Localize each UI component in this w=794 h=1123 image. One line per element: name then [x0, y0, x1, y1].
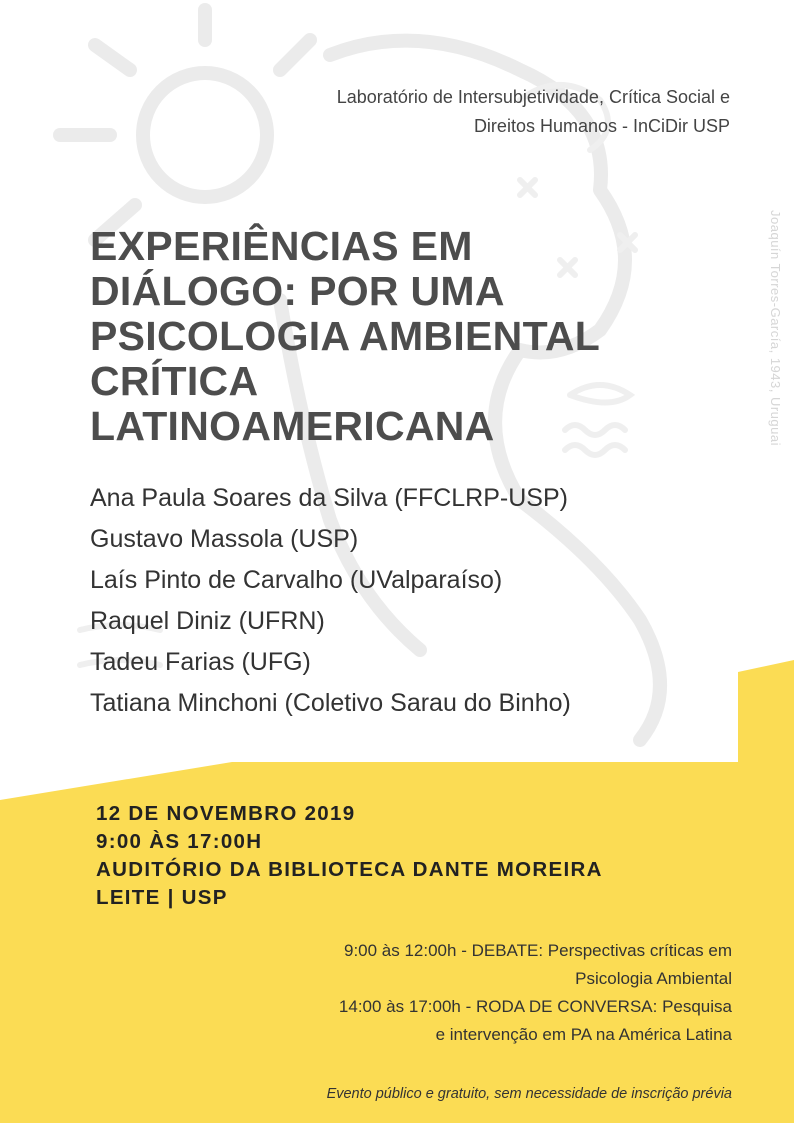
- title-line: EXPERIÊNCIAS EM: [90, 223, 473, 269]
- image-credit: Joaquín Torres-García, 1943, Uruguai: [768, 210, 783, 446]
- free-event-note: Evento público e gratuito, sem necessidade de inscrição prévia: [326, 1086, 732, 1102]
- event-details: [96, 800, 716, 912]
- program-line: 14:00 às 17:00h - RODA DE CONVERSA: Pesquisa: [338, 997, 732, 1016]
- title-line: PSICOLOGIA AMBIENTAL: [90, 313, 601, 359]
- program-line: e intervenção em PA na América Latina: [435, 1025, 732, 1044]
- program-schedule: [192, 937, 732, 1049]
- speaker-item: Laís Pinto de Carvalho (UValparaíso): [90, 566, 503, 594]
- speaker-list: [90, 478, 730, 724]
- program-line: 9:00 às 12:00h - DEBATE: Perspectivas críticas em: [343, 941, 732, 960]
- organizer-line: Direitos Humanos - InCiDir USP: [473, 116, 730, 136]
- organizer-line: Laboratório de Intersubjetividade, Crítica Social e: [336, 87, 730, 107]
- organizer-name: [170, 83, 730, 141]
- speaker-item: Tatiana Minchoni (Coletivo Sarau do Binho): [90, 689, 571, 717]
- event-time: 9:00 ÀS 17:00H: [96, 830, 263, 853]
- title-line: DIÁLOGO: POR UMA: [90, 268, 505, 314]
- speaker-item: Ana Paula Soares da Silva (FFCLRP-USP): [90, 484, 568, 512]
- speaker-item: Gustavo Massola (USP): [90, 525, 359, 553]
- speaker-item: Raquel Diniz (UFRN): [90, 607, 325, 635]
- title-line: CRÍTICA: [90, 358, 259, 404]
- event-title: [90, 224, 710, 449]
- event-venue: LEITE | USP: [96, 886, 228, 909]
- event-venue: AUDITÓRIO DA BIBLIOTECA DANTE MOREIRA: [96, 858, 603, 881]
- program-line: Psicologia Ambiental: [575, 969, 732, 988]
- event-date: 12 DE NOVEMBRO 2019: [96, 802, 356, 825]
- speaker-item: Tadeu Farias (UFG): [90, 648, 311, 676]
- title-line: LATINOAMERICANA: [90, 403, 495, 449]
